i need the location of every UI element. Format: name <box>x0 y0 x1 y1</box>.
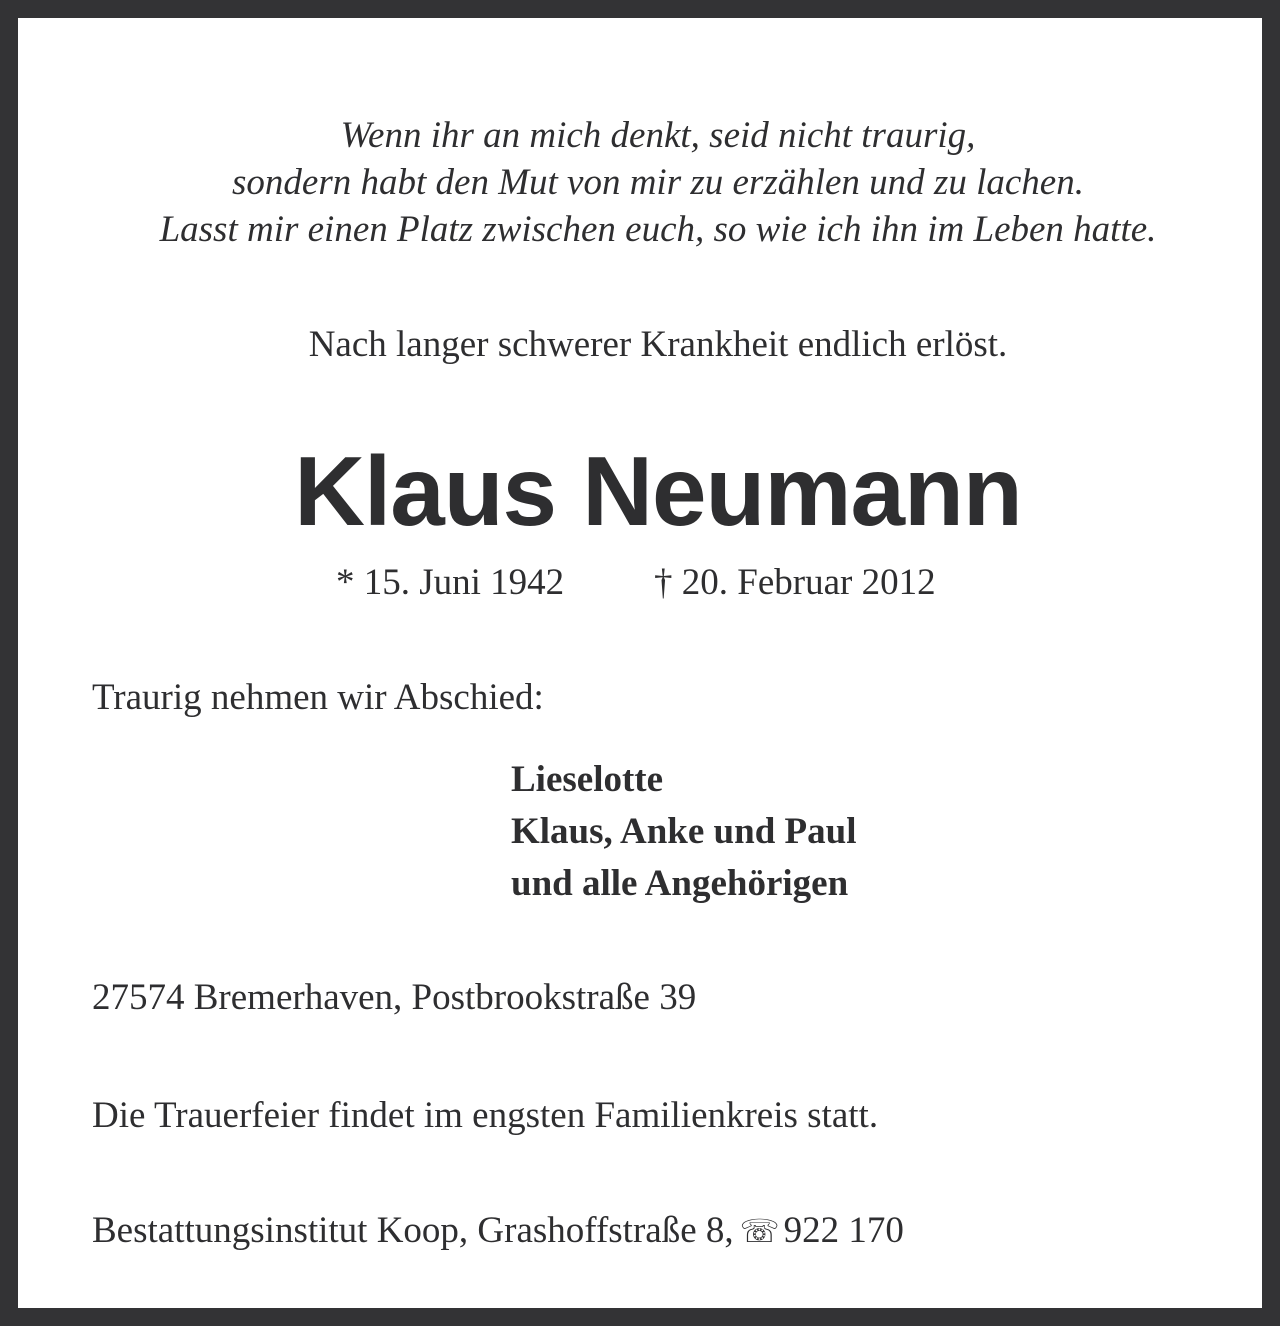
poem-line-2: sondern habt den Mut von mir zu erzählen und zu lachen. <box>232 162 1084 203</box>
telephone-icon: ☏ <box>739 1212 780 1250</box>
poem-line-1: Wenn ihr an mich denkt, seid nicht traurig, <box>340 115 976 156</box>
poem-line-3: Lasst mir einen Platz zwischen euch, so wie ich ihn im Leben hatte. <box>159 209 1157 250</box>
mourner-line: Klaus, Anke und Paul <box>511 811 857 852</box>
address: 27574 Bremerhaven, Postbrookstraße 39 <box>92 977 697 1018</box>
mourner-line: Lieselotte <box>511 759 664 800</box>
deceased-name: Klaus Neumann <box>294 436 1022 546</box>
funeral-home-text: Bestattungsinstitut Koop, Grashoffstraße 8, <box>92 1210 734 1251</box>
mourners-list <box>511 754 856 910</box>
birth-date: * 15. Juni 1942 <box>336 562 565 603</box>
poem <box>18 112 1280 253</box>
mourner-line: und alle Angehörigen <box>511 863 849 904</box>
ceremony-note: Die Trauerfeier findet im engsten Familienkreis statt. <box>92 1095 879 1136</box>
funeral-home <box>92 1208 904 1254</box>
farewell-intro: Traurig nehmen wir Abschied: <box>92 677 544 718</box>
lead-text: Nach langer schwerer Krankheit endlich erlöst. <box>308 324 1008 365</box>
death-date: † 20. Februar 2012 <box>654 562 936 603</box>
funeral-home-phone: 922 170 <box>783 1210 904 1251</box>
